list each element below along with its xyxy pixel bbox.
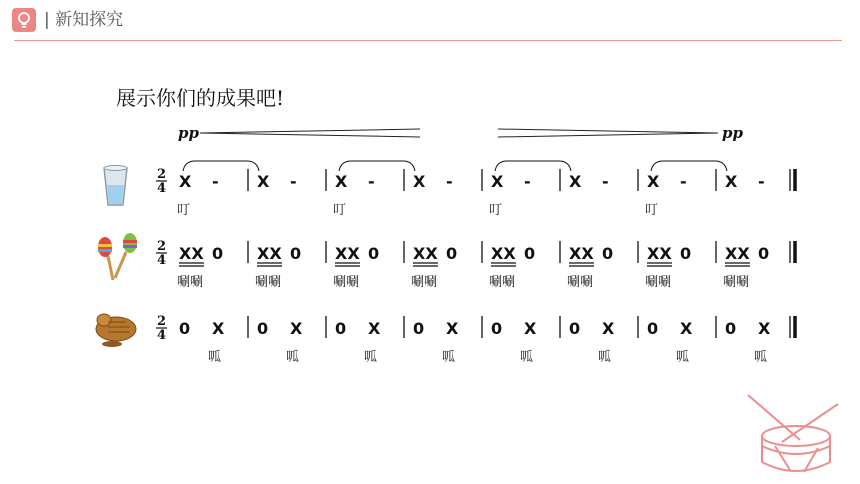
lyric-syllable: 叮 — [645, 203, 659, 218]
note-beat-2: 0 — [290, 244, 302, 263]
note-beat-1: XX — [725, 244, 750, 263]
lyric-syllable: 唰唰 — [177, 275, 204, 290]
lyric-syllable: 叮 — [177, 203, 191, 218]
note-beat-2: X — [602, 319, 615, 338]
lyric-syllable: 唰唰 — [411, 275, 438, 290]
lyric-syllable: 呱 — [520, 350, 534, 365]
maracas-icon — [98, 233, 137, 280]
note-beat-1: X — [725, 172, 738, 191]
note-beat-2: X — [212, 319, 225, 338]
lyric-syllable: 呱 — [676, 350, 690, 365]
lyric-syllable: 唰唰 — [489, 275, 516, 290]
lyric-syllable: 唰唰 — [567, 275, 594, 290]
note-beat-2: 0 — [602, 244, 614, 263]
note-beat-1: X — [179, 172, 192, 191]
note-beat-1: X — [647, 172, 660, 191]
time-signature-top: 2 — [157, 239, 167, 254]
lyric-syllable: 唰唰 — [723, 275, 750, 290]
note-beat-2: 0 — [446, 244, 458, 263]
wooden-frog-icon — [96, 314, 136, 347]
lyric-syllable: 呱 — [364, 350, 378, 365]
note-beat-2: - — [680, 172, 687, 191]
note-beat-2: 0 — [368, 244, 380, 263]
note-beat-1: X — [569, 172, 582, 191]
note-beat-1: X — [413, 172, 426, 191]
lyric-syllable: 呱 — [442, 350, 456, 365]
section-title: | 新知探究 — [44, 10, 124, 30]
lyric-syllable: 呱 — [598, 350, 612, 365]
note-beat-2: - — [524, 172, 531, 191]
note-beat-1: 0 — [491, 319, 503, 338]
lyric-syllable: 叮 — [489, 203, 503, 218]
note-beat-1: XX — [335, 244, 360, 263]
lyric-syllable: 呱 — [208, 350, 222, 365]
drum-icon — [748, 395, 838, 472]
crescendo-hairpin — [200, 129, 420, 137]
note-beat-2: - — [446, 172, 453, 191]
lyric-syllable: 叮 — [333, 203, 347, 218]
note-beat-1: 0 — [647, 319, 659, 338]
note-beat-2: - — [758, 172, 765, 191]
note-beat-1: XX — [179, 244, 204, 263]
lyric-syllable: 呱 — [754, 350, 768, 365]
note-beat-1: XX — [491, 244, 516, 263]
time-signature-bottom: 4 — [157, 328, 167, 343]
dynamic-end: pp — [722, 124, 743, 142]
glass-cup-icon — [104, 166, 127, 206]
note-beat-2: - — [212, 172, 219, 191]
time-signature-bottom: 4 — [157, 181, 167, 196]
note-beat-1: XX — [413, 244, 438, 263]
note-beat-2: 0 — [212, 244, 224, 263]
dynamic-start: pp — [178, 124, 199, 142]
note-beat-2: X — [368, 319, 381, 338]
note-beat-1: 0 — [335, 319, 347, 338]
lyric-syllable: 唰唰 — [333, 275, 360, 290]
note-beat-1: 0 — [179, 319, 191, 338]
note-beat-2: X — [446, 319, 459, 338]
note-beat-1: X — [335, 172, 348, 191]
note-beat-1: 0 — [257, 319, 269, 338]
time-signature-bottom: 4 — [157, 253, 167, 268]
note-beat-2: X — [524, 319, 537, 338]
rows-layer — [156, 161, 795, 365]
note-beat-2: - — [368, 172, 375, 191]
note-beat-1: 0 — [413, 319, 425, 338]
note-beat-2: - — [602, 172, 609, 191]
lyric-syllable: 唰唰 — [255, 275, 282, 290]
time-signature-top: 2 — [157, 314, 167, 329]
note-beat-2: 0 — [680, 244, 692, 263]
note-beat-2: X — [290, 319, 303, 338]
note-beat-2: X — [758, 319, 771, 338]
diminuendo-hairpin — [498, 129, 718, 137]
note-beat-2: - — [290, 172, 297, 191]
note-beat-1: 0 — [569, 319, 581, 338]
lyric-syllable: 唰唰 — [645, 275, 672, 290]
note-beat-1: XX — [569, 244, 594, 263]
note-beat-1: 0 — [725, 319, 737, 338]
note-beat-1: XX — [257, 244, 282, 263]
note-beat-1: X — [257, 172, 270, 191]
note-beat-1: X — [491, 172, 504, 191]
note-beat-2: X — [680, 319, 693, 338]
prompt-heading: 展示你们的成果吧! — [116, 86, 285, 110]
time-signature-top: 2 — [157, 167, 167, 182]
lyric-syllable: 呱 — [286, 350, 300, 365]
note-beat-1: XX — [647, 244, 672, 263]
note-beat-2: 0 — [758, 244, 770, 263]
note-beat-2: 0 — [524, 244, 536, 263]
